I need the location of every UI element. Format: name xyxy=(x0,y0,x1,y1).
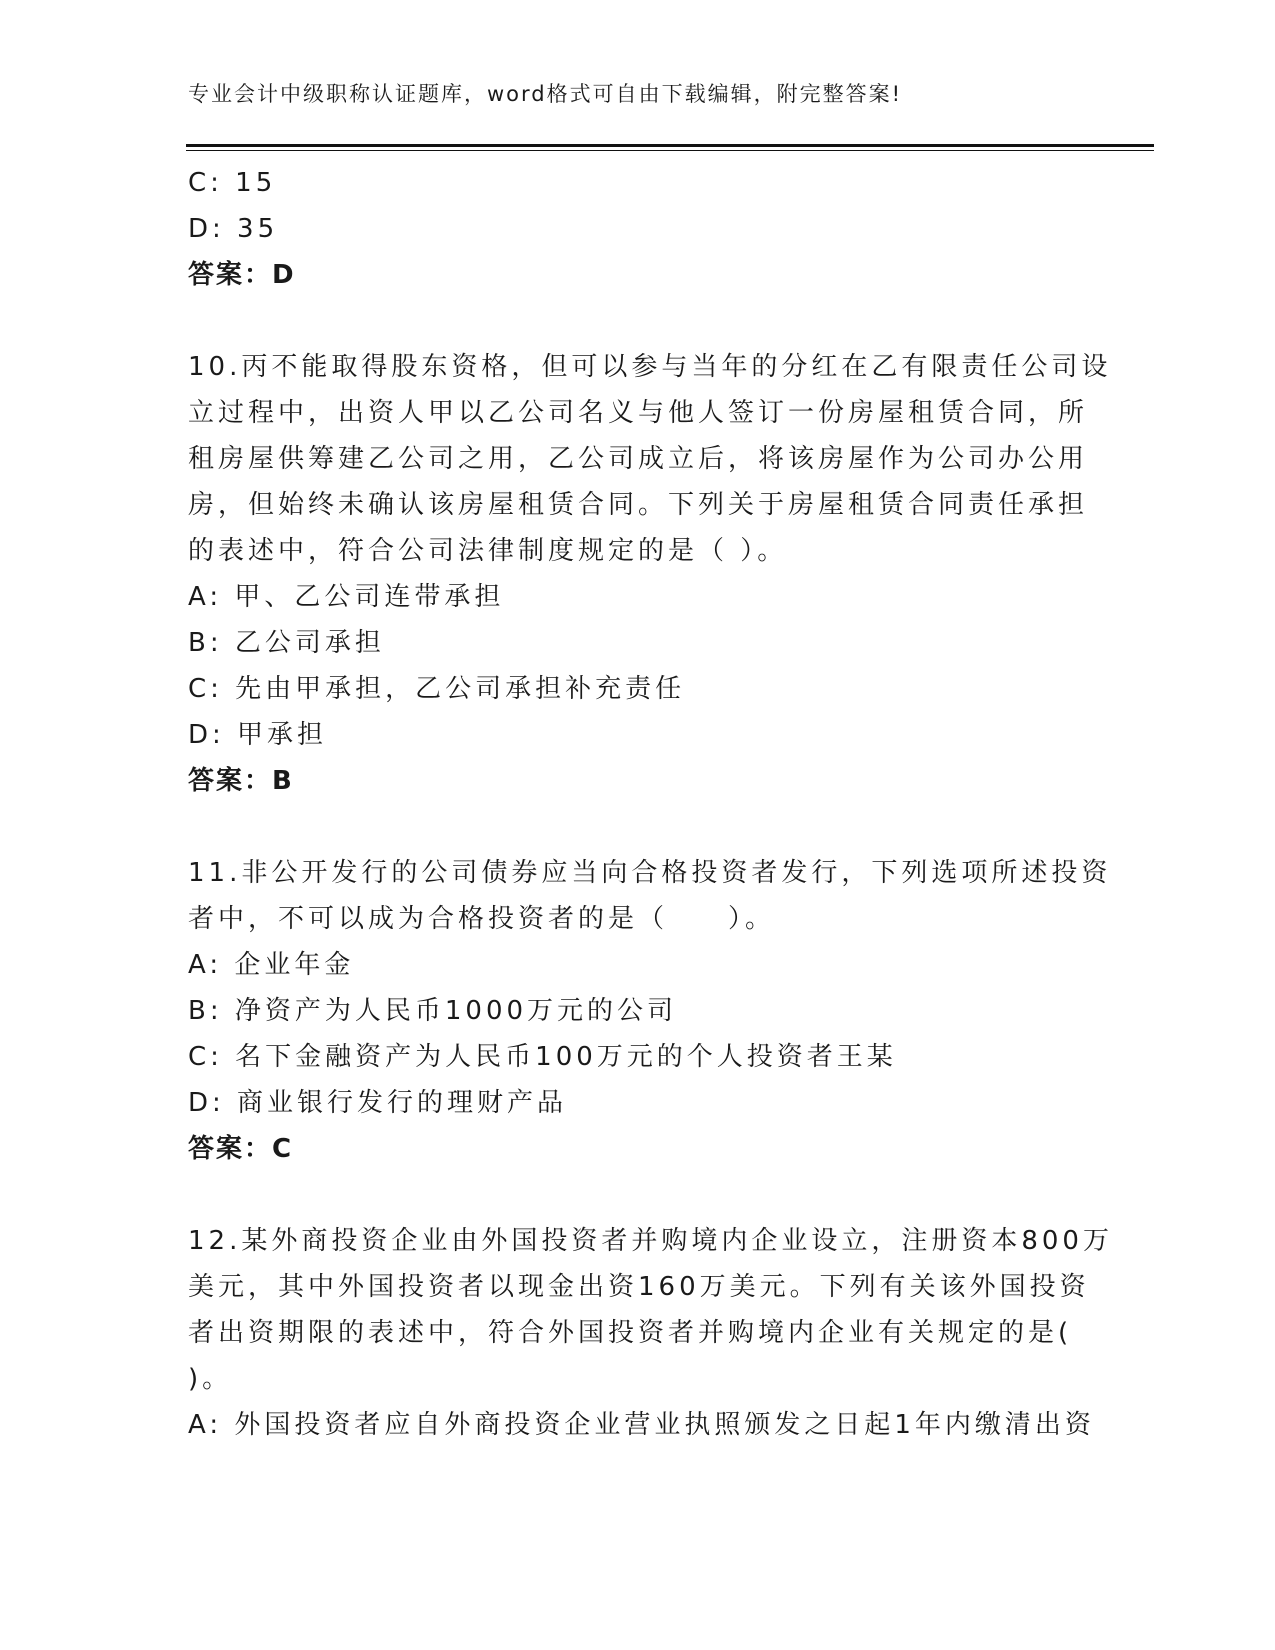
spacer xyxy=(188,298,1078,344)
option-line: A: 企业年金 xyxy=(188,950,355,980)
header-divider-thin xyxy=(186,150,1154,151)
question-stem-line: 美元，其中外国投资者以现金出资160万美元。下列有关该外国投资 xyxy=(188,1272,1090,1302)
spacer xyxy=(188,1172,1078,1218)
question-stem-line: 立过程中，出资人甲以乙公司名义与他人签订一份房屋租赁合同，所 xyxy=(188,398,1089,428)
option-line: B: 净资产为人民币1000万元的公司 xyxy=(188,996,678,1026)
document-body xyxy=(188,160,1113,1448)
question-stem-line: 10.丙不能取得股东资格，但可以参与当年的分红在乙有限责任公司设 xyxy=(188,352,1112,382)
option-line: D: 35 xyxy=(188,214,279,244)
question-stem-line: 11.非公开发行的公司债券应当向合格投资者发行，下列选项所述投资 xyxy=(188,858,1112,888)
answer-line: 答案：C xyxy=(188,1134,294,1164)
question-block xyxy=(188,1218,1113,1448)
spacer xyxy=(188,804,1078,850)
option-line: C: 名下金融资产为人民币100万元的个人投资者王某 xyxy=(188,1042,897,1072)
question-stem-line: 租房屋供筹建乙公司之用，乙公司成立后，将该房屋作为公司办公用 xyxy=(188,444,1089,474)
option-line: C: 15 xyxy=(188,168,277,198)
answer-line: 答案：B xyxy=(188,766,294,796)
page-header: 专业会计中级职称认证题库，word格式可自由下载编辑，附完整答案! xyxy=(188,82,903,106)
answer-line: 答案：D xyxy=(188,260,296,290)
option-line: D: 商业银行发行的理财产品 xyxy=(188,1088,568,1118)
option-line: C: 先由甲承担，乙公司承担补充责任 xyxy=(188,674,686,704)
option-line: B: 乙公司承担 xyxy=(188,628,385,658)
header-divider-thick xyxy=(186,144,1154,147)
question-stem-line: 者中，不可以成为合格投资者的是（ ）。 xyxy=(188,904,776,934)
question-block xyxy=(188,850,1112,1172)
question-stem-line: 者出资期限的表述中，符合外国投资者并购境内企业有关规定的是( xyxy=(188,1318,1073,1348)
question-stem-line: 12.某外商投资企业由外国投资者并购境内企业设立，注册资本800万 xyxy=(188,1226,1113,1256)
question-stem-line: 的表述中，符合公司法律制度规定的是（ ）。 xyxy=(188,536,788,566)
option-line: D: 甲承担 xyxy=(188,720,328,750)
question-stem-line: 房，但始终未确认该房屋租赁合同。下列关于房屋租赁合同责任承担 xyxy=(188,490,1089,520)
option-line: A: 外国投资者应自外商投资企业营业执照颁发之日起1年内缴清出资 xyxy=(188,1410,1095,1440)
question-block xyxy=(188,344,1112,804)
option-line: A: 甲、乙公司连带承担 xyxy=(188,582,505,612)
question-stem-line: )。 xyxy=(188,1364,233,1394)
